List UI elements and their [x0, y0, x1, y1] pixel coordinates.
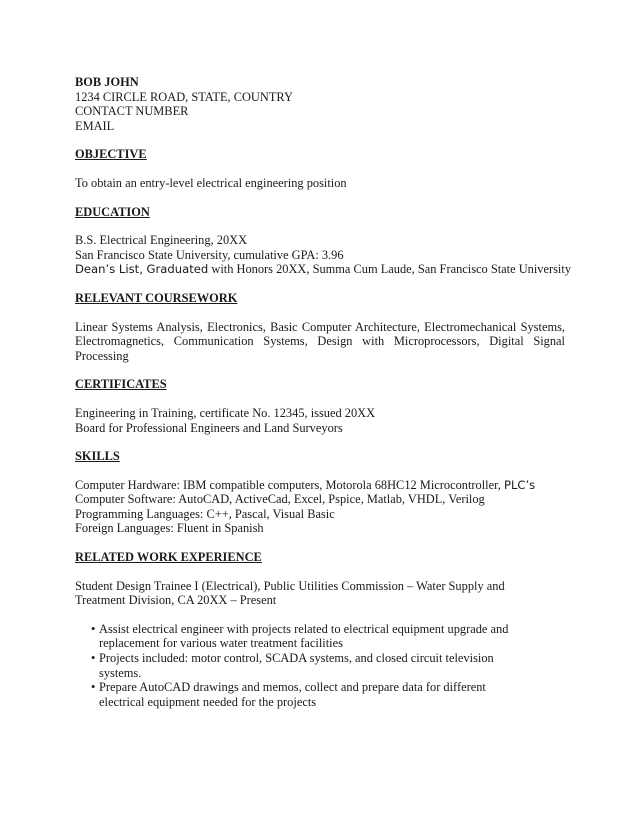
objective-section [75, 147, 565, 190]
work-bullet-list [75, 622, 565, 710]
hardware-main: Computer Hardware: IBM compatible computers, Motorola 68HC12 Microcontroller, [75, 477, 504, 492]
skills-hardware [75, 478, 565, 493]
education-school: San Francisco State University, cumulative GPA: 3.96 [75, 247, 344, 262]
certificates-heading: CERTIFICATES [75, 377, 167, 392]
email: EMAIL [75, 118, 115, 133]
skills-programming: Programming Languages: C++, Pascal, Visual Basic [75, 506, 335, 521]
bullet-icon: • [91, 621, 96, 636]
list-item [75, 622, 565, 651]
work-position-line-1: Student Design Trainee I (Electrical), Public Utilities Commission – Water Supply and [75, 578, 505, 593]
bullet-text-line: Projects included: motor control, SCADA systems, and closed circuit television [99, 651, 494, 666]
honors-rest: with Honors 20XX, Summa Cum Laude, San Francisco State University [208, 262, 572, 277]
work-heading: RELATED WORK EXPERIENCE [75, 550, 262, 565]
bullet-icon: • [91, 680, 96, 695]
certificates-section [75, 377, 565, 435]
list-item [75, 651, 565, 680]
work-position-line-2: Treatment Division, CA 20XX – Present [75, 593, 277, 608]
education-heading: EDUCATION [75, 204, 150, 219]
objective-text: To obtain an entry-level electrical engineering position [75, 175, 347, 190]
contact-header [75, 75, 565, 133]
honors-prefix: Dean’s List, Graduated [75, 262, 209, 277]
contact-number: CONTACT NUMBER [75, 104, 189, 119]
coursework-section [75, 291, 565, 363]
coursework-heading: RELEVANT COURSEWORK [75, 290, 238, 305]
bullet-text-line: systems. [99, 665, 142, 680]
candidate-name: BOB JOHN [75, 75, 139, 89]
skills-software: Computer Software: AutoCAD, ActiveCad, Excel, Pspice, Matlab, VHDL, Verilog [75, 492, 485, 507]
bullet-text-line: Prepare AutoCAD drawings and memos, collect and prepare data for different [99, 680, 486, 695]
resume-page [75, 75, 572, 709]
certificate-line-2: Board for Professional Engineers and Land Surveyors [75, 420, 343, 435]
skills-foreign: Foreign Languages: Fluent in Spanish [75, 521, 264, 536]
bullet-text-line: replacement for various water treatment facilities [99, 636, 343, 651]
hardware-tail: PLC’s [503, 477, 536, 492]
certificate-line-1: Engineering in Training, certificate No. 12345, issued 20XX [75, 405, 376, 420]
objective-heading: OBJECTIVE [75, 147, 147, 162]
skills-section [75, 449, 565, 536]
bullet-text-line: Assist electrical engineer with projects related to electrical equipment upgrade and [99, 621, 509, 636]
skills-heading: SKILLS [75, 449, 120, 464]
education-section [75, 204, 572, 277]
work-section [75, 550, 565, 709]
education-honors [75, 262, 572, 277]
list-item [75, 680, 565, 709]
education-degree: B.S. Electrical Engineering, 20XX [75, 233, 248, 248]
bullet-text-line: electrical equipment needed for the projects [99, 694, 317, 709]
bullet-icon: • [91, 651, 96, 666]
address: 1234 CIRCLE ROAD, STATE, COUNTRY [75, 89, 293, 104]
coursework-text: Linear Systems Analysis, Electronics, Basic Computer Architecture, Electromechanical Systems, Electromagnetics, Communication Systems, Design with Microprocessors, Digital Signal Processing [75, 319, 565, 363]
